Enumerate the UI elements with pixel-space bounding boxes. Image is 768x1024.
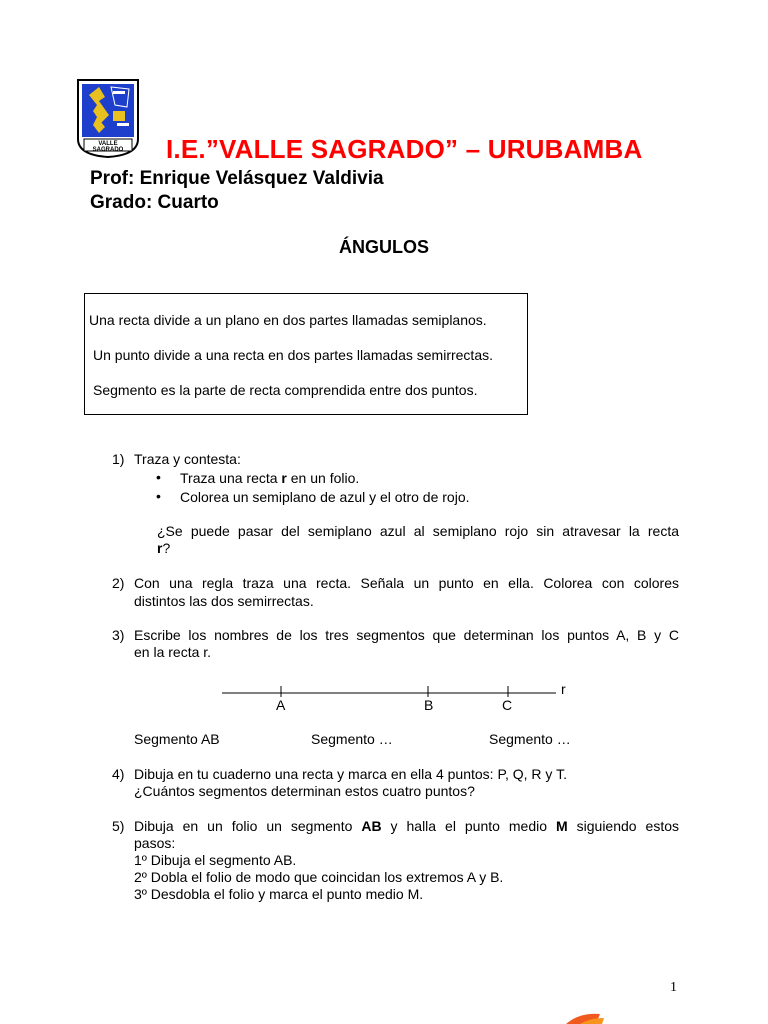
q5-line1: Dibuja en un folio un segmento AB y halla el punto medio M siguiendo estos bbox=[134, 818, 679, 834]
point-c-label: C bbox=[502, 697, 513, 713]
definition-segmento: Segmento es la parte de recta comprendida entre dos puntos. bbox=[93, 382, 478, 398]
logo-text: VALLE SAGRADO bbox=[92, 141, 124, 153]
q1-question-line1: ¿Se puede pasar del semiplano azul al semiplano rojo sin atravesar la recta bbox=[157, 523, 679, 539]
corner-logo-fragment bbox=[560, 1010, 610, 1024]
definition-semirrectas: Un punto divide a una recta en dos partes llamadas semirrectas. bbox=[93, 347, 493, 363]
segment-blank-2: Segmento … bbox=[489, 731, 571, 747]
q3-number: 3) bbox=[112, 627, 125, 643]
point-b-label: B bbox=[424, 697, 434, 713]
bullet-dot: • bbox=[156, 469, 161, 485]
school-logo bbox=[75, 77, 141, 164]
q4-line2: ¿Cuántos segmentos determinan estos cuatro puntos? bbox=[134, 783, 475, 799]
line-r-label: r bbox=[561, 681, 566, 697]
segment-blank-1: Segmento … bbox=[311, 731, 393, 747]
q4-line1: Dibuja en tu cuaderno una recta y marca en ella 4 puntos: P, Q, R y T. bbox=[134, 766, 567, 782]
line-r bbox=[220, 684, 560, 698]
segment-ab-label: Segmento AB bbox=[134, 731, 220, 747]
bullet-dot: • bbox=[156, 488, 161, 504]
page-number: 1 bbox=[670, 980, 677, 995]
point-a-label: A bbox=[276, 697, 286, 713]
q2-line1: Con una regla traza una recta. Señala un punto en ella. Colorea con colores bbox=[134, 575, 679, 591]
q3-line2: en la recta r. bbox=[134, 644, 212, 660]
q4-number: 4) bbox=[112, 766, 125, 782]
definition-semiplanos: Una recta divide a un plano en dos partes llamadas semiplanos. bbox=[89, 312, 487, 328]
q1-question-line2: r? bbox=[157, 540, 171, 556]
teacher-name: Prof: Enrique Velásquez Valdivia bbox=[90, 168, 384, 189]
q5-number: 5) bbox=[112, 818, 125, 834]
q5-step3: 3º Desdobla el folio y marca el punto medio M. bbox=[134, 886, 424, 902]
q1-number: 1) bbox=[112, 451, 125, 467]
grade-label: Grado: Cuarto bbox=[90, 192, 219, 213]
definitions-box bbox=[84, 293, 528, 415]
q3-line1: Escribe los nombres de los tres segmentos que determinan los puntos A, B y C bbox=[134, 627, 679, 643]
q5-step1: 1º Dibuja el segmento AB. bbox=[134, 852, 297, 868]
q2-line2: distintos las dos semirrectas. bbox=[134, 593, 314, 609]
q2-number: 2) bbox=[112, 575, 125, 591]
q1-bullet-2: Colorea un semiplano de azul y el otro de rojo. bbox=[180, 489, 470, 505]
school-title: I.E.”VALLE SAGRADO” – URUBAMBA bbox=[166, 134, 643, 164]
q1-bullet-1: Traza una recta r en un folio. bbox=[180, 470, 360, 486]
topic-title: ÁNGULOS bbox=[339, 237, 429, 257]
q5-step2: 2º Dobla el folio de modo que coincidan los extremos A y B. bbox=[134, 869, 504, 885]
q1-title: Traza y contesta: bbox=[134, 451, 241, 467]
q5-line2: pasos: bbox=[134, 835, 176, 851]
